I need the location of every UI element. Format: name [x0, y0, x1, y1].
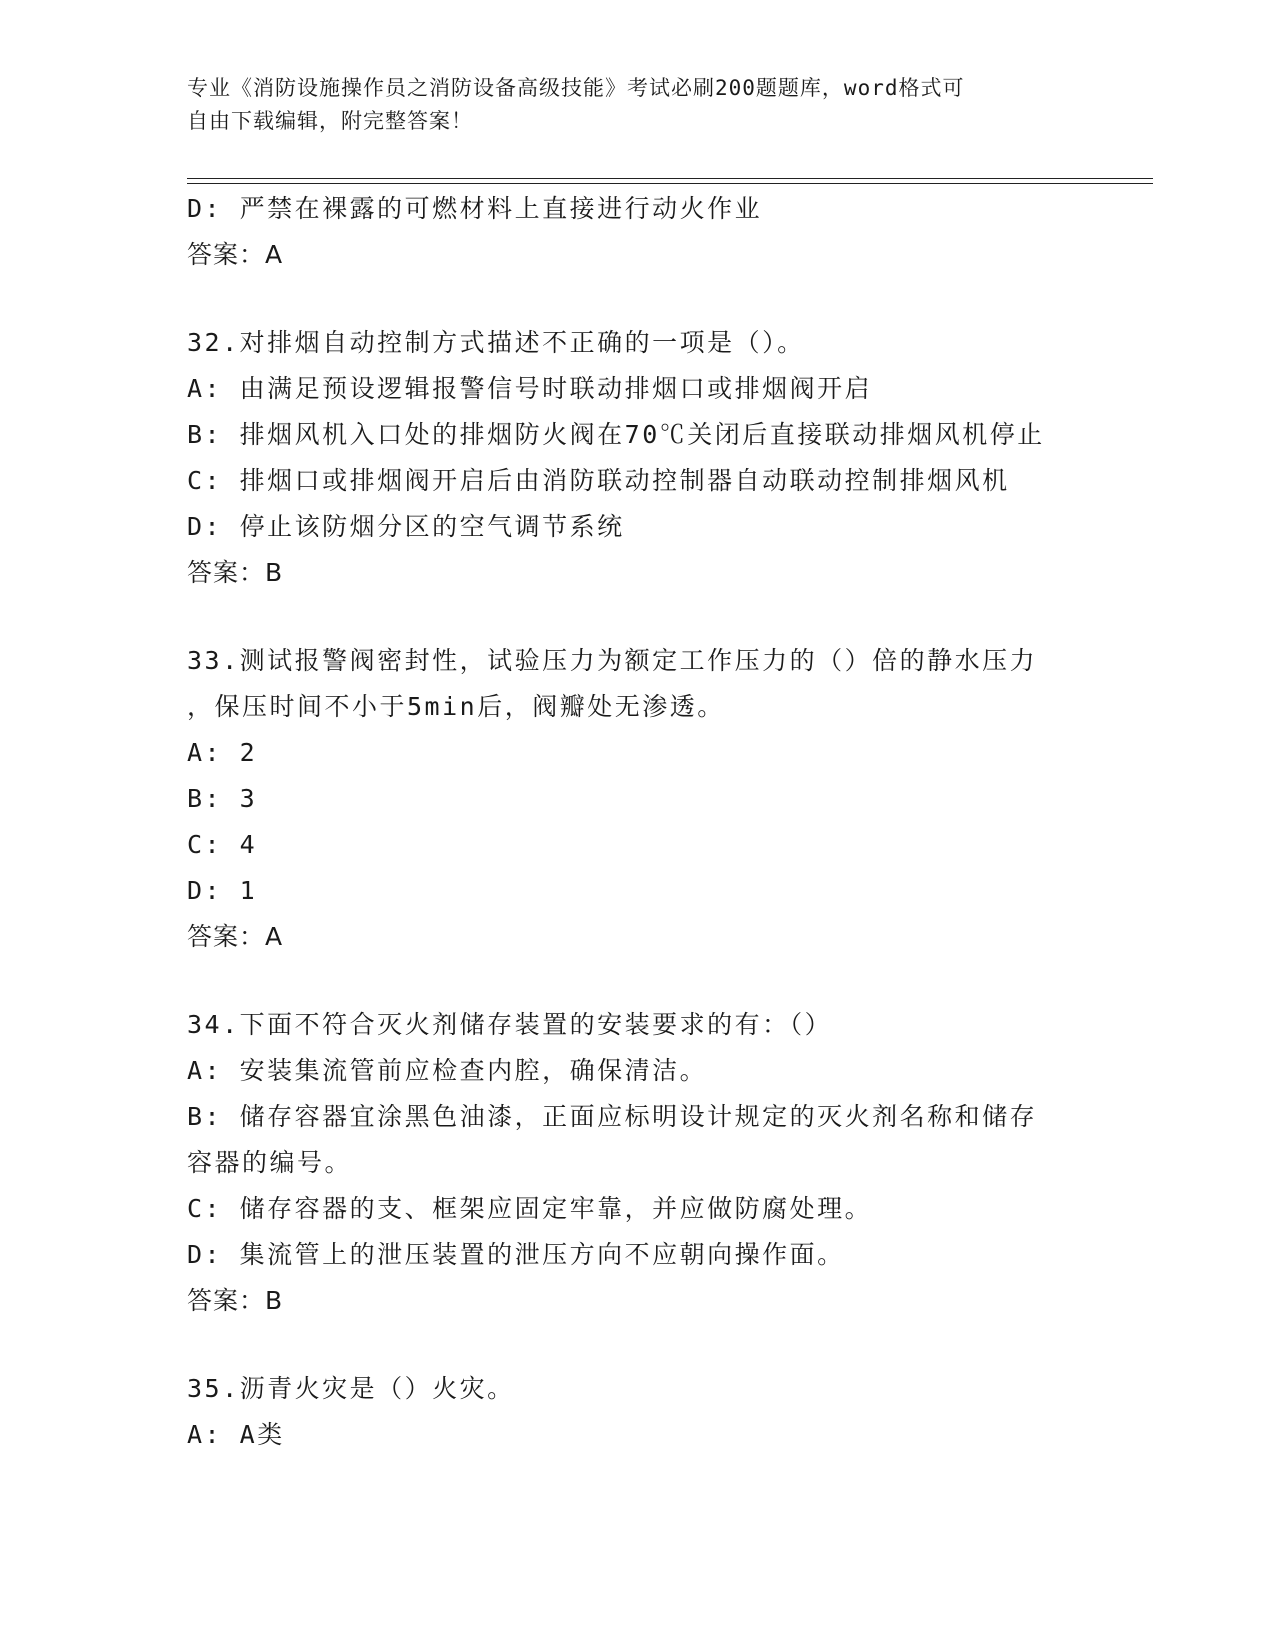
option-d: D: 严禁在裸露的可燃材料上直接进行动火作业 — [187, 194, 763, 223]
page-header — [187, 72, 1067, 138]
question-stem: 32.对排烟自动控制方式描述不正确的一项是（）。 — [187, 328, 805, 357]
question-34 — [187, 1002, 1087, 1324]
answer-label: 答案：A — [187, 922, 284, 951]
answer-label: 答案：A — [187, 240, 284, 269]
option-c: C: 4 — [187, 830, 258, 859]
option-a: A: 安装集流管前应检查内腔，确保清洁。 — [187, 1056, 708, 1085]
option-b: B: 3 — [187, 784, 258, 813]
option-b-continued: 容器的编号。 — [187, 1148, 353, 1177]
option-d: D: 1 — [187, 876, 258, 905]
header-divider — [187, 178, 1153, 184]
option-c: C: 排烟口或排烟阀开启后由消防联动控制器自动联动控制排烟风机 — [187, 466, 1010, 495]
option-b: B: 排烟风机入口处的排烟防火阀在70℃关闭后直接联动排烟风机停止 — [187, 420, 1045, 449]
option-b: B: 储存容器宜涂黑色油漆，正面应标明设计规定的灭火剂名称和储存 — [187, 1102, 1038, 1131]
option-a: A: 由满足预设逻辑报警信号时联动排烟口或排烟阀开启 — [187, 374, 873, 403]
question-stem-continued: ，保压时间不小于5min后，阀瓣处无渗透。 — [187, 692, 725, 721]
question-stem: 35.沥青火灾是（）火灾。 — [187, 1374, 515, 1403]
option-d: D: 集流管上的泄压装置的泄压方向不应朝向操作面。 — [187, 1240, 845, 1269]
question-33 — [187, 638, 1087, 960]
header-line-2: 自由下载编辑，附完整答案！ — [187, 109, 473, 133]
question-35 — [187, 1366, 1087, 1458]
answer-label: 答案：B — [187, 558, 284, 587]
answer-label: 答案：B — [187, 1286, 284, 1315]
question-stem: 33.测试报警阀密封性，试验压力为额定工作压力的（）倍的静水压力 — [187, 646, 1038, 675]
question-31-tail — [187, 186, 1087, 278]
option-c: C: 储存容器的支、框架应固定牢靠，并应做防腐处理。 — [187, 1194, 873, 1223]
option-a: A: 2 — [187, 738, 258, 767]
question-32 — [187, 320, 1087, 596]
option-a: A: A类 — [187, 1420, 285, 1449]
header-line-1: 专业《消防设施操作员之消防设备高级技能》考试必刷200题题库，word格式可 — [187, 76, 965, 100]
question-list — [187, 186, 1087, 1458]
option-d: D: 停止该防烟分区的空气调节系统 — [187, 512, 625, 541]
question-stem: 34.下面不符合灭火剂储存装置的安装要求的有：（） — [187, 1010, 833, 1039]
